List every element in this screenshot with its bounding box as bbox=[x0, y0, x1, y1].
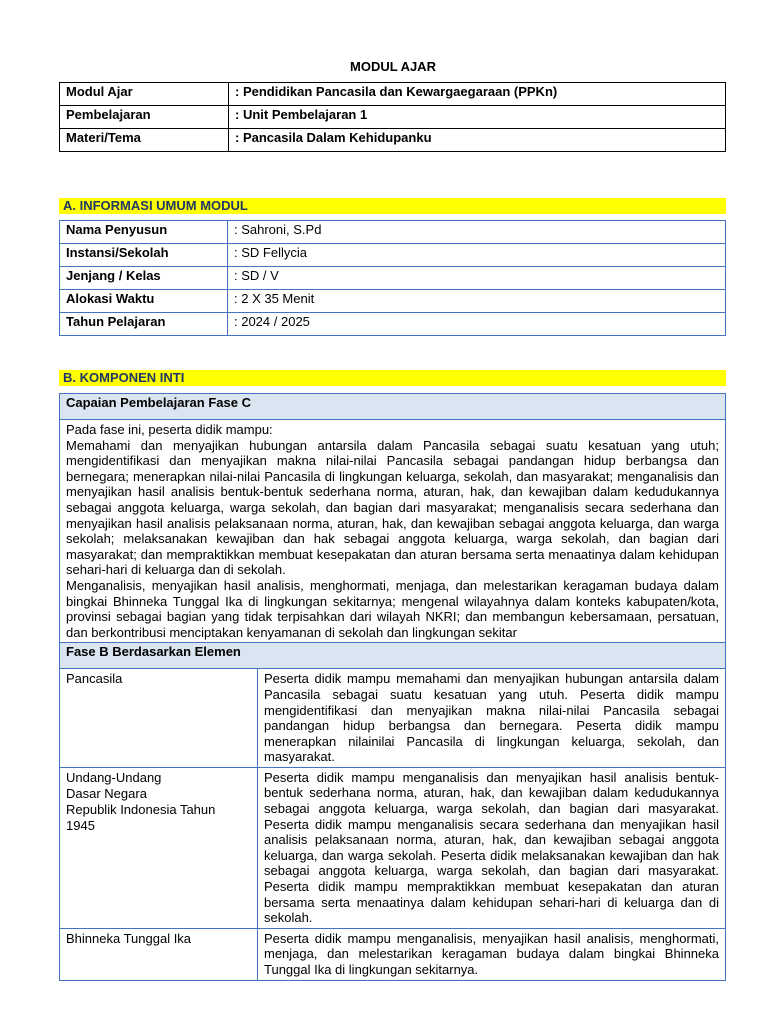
table-row bbox=[60, 83, 726, 106]
element-description: Peserta didik mampu menganalisis, menyajikan hasil analisis, menghormati, menjaga, dan melestarikan keragaman budaya dalam bingkai Bhinneka Tunggal Ika di lingkungan sekitarnya. bbox=[258, 928, 726, 980]
table-row bbox=[60, 244, 726, 267]
element-name: Bhinneka Tunggal Ika bbox=[60, 928, 258, 980]
info-key: Tahun Pelajaran bbox=[60, 313, 228, 336]
info-key: Alokasi Waktu bbox=[60, 290, 228, 313]
header-value: : Pancasila Dalam Kehidupanku bbox=[229, 129, 726, 152]
info-key: Instansi/Sekolah bbox=[60, 244, 228, 267]
cp-paragraph-2: Menganalisis, menyajikan hasil analisis, menghormati, menjaga, dan melestarikan keragaman budaya dalam bingkai Bhinneka Tunggal Ika di lingkungan sekitarnya; mengenal wilayahnya dalam konteks kabupaten/kota, provinsi sebagai bagian yang tidak terpisahkan dari wilayah NKRI; dan membangun kebersamaan, persatuan, dan berkontribusi menciptakan kenyamanan di sekolah dan lingkungan sekitar bbox=[66, 577, 719, 640]
cp-header: Capaian Pembelajaran Fase C bbox=[60, 394, 726, 420]
info-value: : Sahroni, S.Pd bbox=[228, 221, 726, 244]
table-row bbox=[60, 221, 726, 244]
info-value: : SD Fellycia bbox=[228, 244, 726, 267]
info-key: Nama Penyusun bbox=[60, 221, 228, 244]
element-name bbox=[60, 767, 258, 928]
info-value: : 2024 / 2025 bbox=[228, 313, 726, 336]
header-value: : Unit Pembelajaran 1 bbox=[229, 106, 726, 129]
header-key: Modul Ajar bbox=[60, 83, 229, 106]
fase-header: Fase B Berdasarkan Elemen bbox=[60, 643, 726, 669]
table-row bbox=[60, 643, 726, 669]
header-key: Materi/Tema bbox=[60, 129, 229, 152]
core-components-table bbox=[59, 393, 726, 981]
info-value: : 2 X 35 Menit bbox=[228, 290, 726, 313]
table-row bbox=[60, 420, 726, 643]
info-key: Jenjang / Kelas bbox=[60, 267, 228, 290]
element-name: Pancasila bbox=[60, 669, 258, 768]
document-title: MODUL AJAR bbox=[350, 59, 436, 74]
table-row bbox=[60, 394, 726, 420]
table-row bbox=[60, 267, 726, 290]
section-a-heading: A. INFORMASI UMUM MODUL bbox=[59, 198, 726, 214]
table-row bbox=[60, 313, 726, 336]
element-description: Peserta didik mampu memahami dan menyajikan hubungan antarsila dalam Pancasila sebagai suatu kesatuan yang utuh. Peserta didik mampu mengidentifikasi dan menyajikan makna nilai-nilai Pancasila sebagai pandangan hidup berbangsa dan bernegara. Peserta didik mampu menerapkan nilainilai Pancasila di lingkungan keluarga, sekolah, dan masyarakat. bbox=[258, 669, 726, 768]
table-row bbox=[60, 290, 726, 313]
section-b-heading: B. KOMPONEN INTI bbox=[59, 370, 726, 386]
cp-intro: Pada fase ini, peserta didik mampu: bbox=[66, 422, 273, 437]
table-row bbox=[60, 928, 726, 980]
element-name-line: Undang-Undang Dasar Negara Republik Indonesia Tahun 1945 bbox=[66, 769, 216, 833]
table-row bbox=[60, 669, 726, 768]
module-header-table bbox=[59, 82, 726, 152]
cp-paragraph-1: Memahami dan menyajikan hubungan antarsila dalam Pancasila sebagai suatu kesatuan yang utuh; mengidentifikasi dan menyajikan makna nilai-nilai Pancasila sebagai pandangan hidup berbangsa dan bernegara; menerapkan nilai-nilai Pancasila di lingkungan keluarga, sekolah, dan masyarakat; menganalisis dan menyajikan hasil analisis bentuk-bentuk sederhana norma, aturan, hak, dan kewajiban dalam kedudukannya sebagai anggota keluarga, warga sekolah, dan bagian dari masyarakat; menganalisis secara sederhana dan menyajikan hasil analisis pelaksanaan norma, aturan, hak, dan kewajiban sebagai anggota keluarga, dan warga sekolah; melaksanakan kewajiban dan hak sebagai anggota keluarga, warga sekolah, dan bagian dari masyarakat; dan mempraktikkan membuat kesepakatan dan aturan bersama serta menaatinya dalam kehidupan sehari-hari di keluarga dan di sekolah. bbox=[66, 437, 719, 578]
element-description: Peserta didik mampu menganalisis dan menyajikan hasil analisis bentuk-bentuk sederhana norma, aturan, hak, dan kewajiban dalam kedudukannya sebagai anggota keluarga, warga sekolah, dan bagian dari masyarakat. Peserta didik mampu menganalisis secara sederhana dan menyajikan hasil analisis pelaksanaan norma, aturan, hak, dan kewajiban sebagai anggota keluarga, dan warga sekolah. Peserta didik melaksanakan kewajiban dan hak sebagai anggota keluarga, warga sekolah, dan bagian dari masyarakat. Peserta didik mampu mempraktikkan membuat kesepakatan dan aturan bersama serta menaatinya dalam kehidupan sehari-hari di keluarga dan di sekolah. bbox=[258, 767, 726, 928]
table-row bbox=[60, 767, 726, 928]
info-value: : SD / V bbox=[228, 267, 726, 290]
header-value: : Pendidikan Pancasila dan Kewargaegaraan (PPKn) bbox=[229, 83, 726, 106]
table-row bbox=[60, 129, 726, 152]
header-key: Pembelajaran bbox=[60, 106, 229, 129]
table-row bbox=[60, 106, 726, 129]
cp-body bbox=[60, 420, 726, 643]
general-info-table bbox=[59, 220, 726, 336]
